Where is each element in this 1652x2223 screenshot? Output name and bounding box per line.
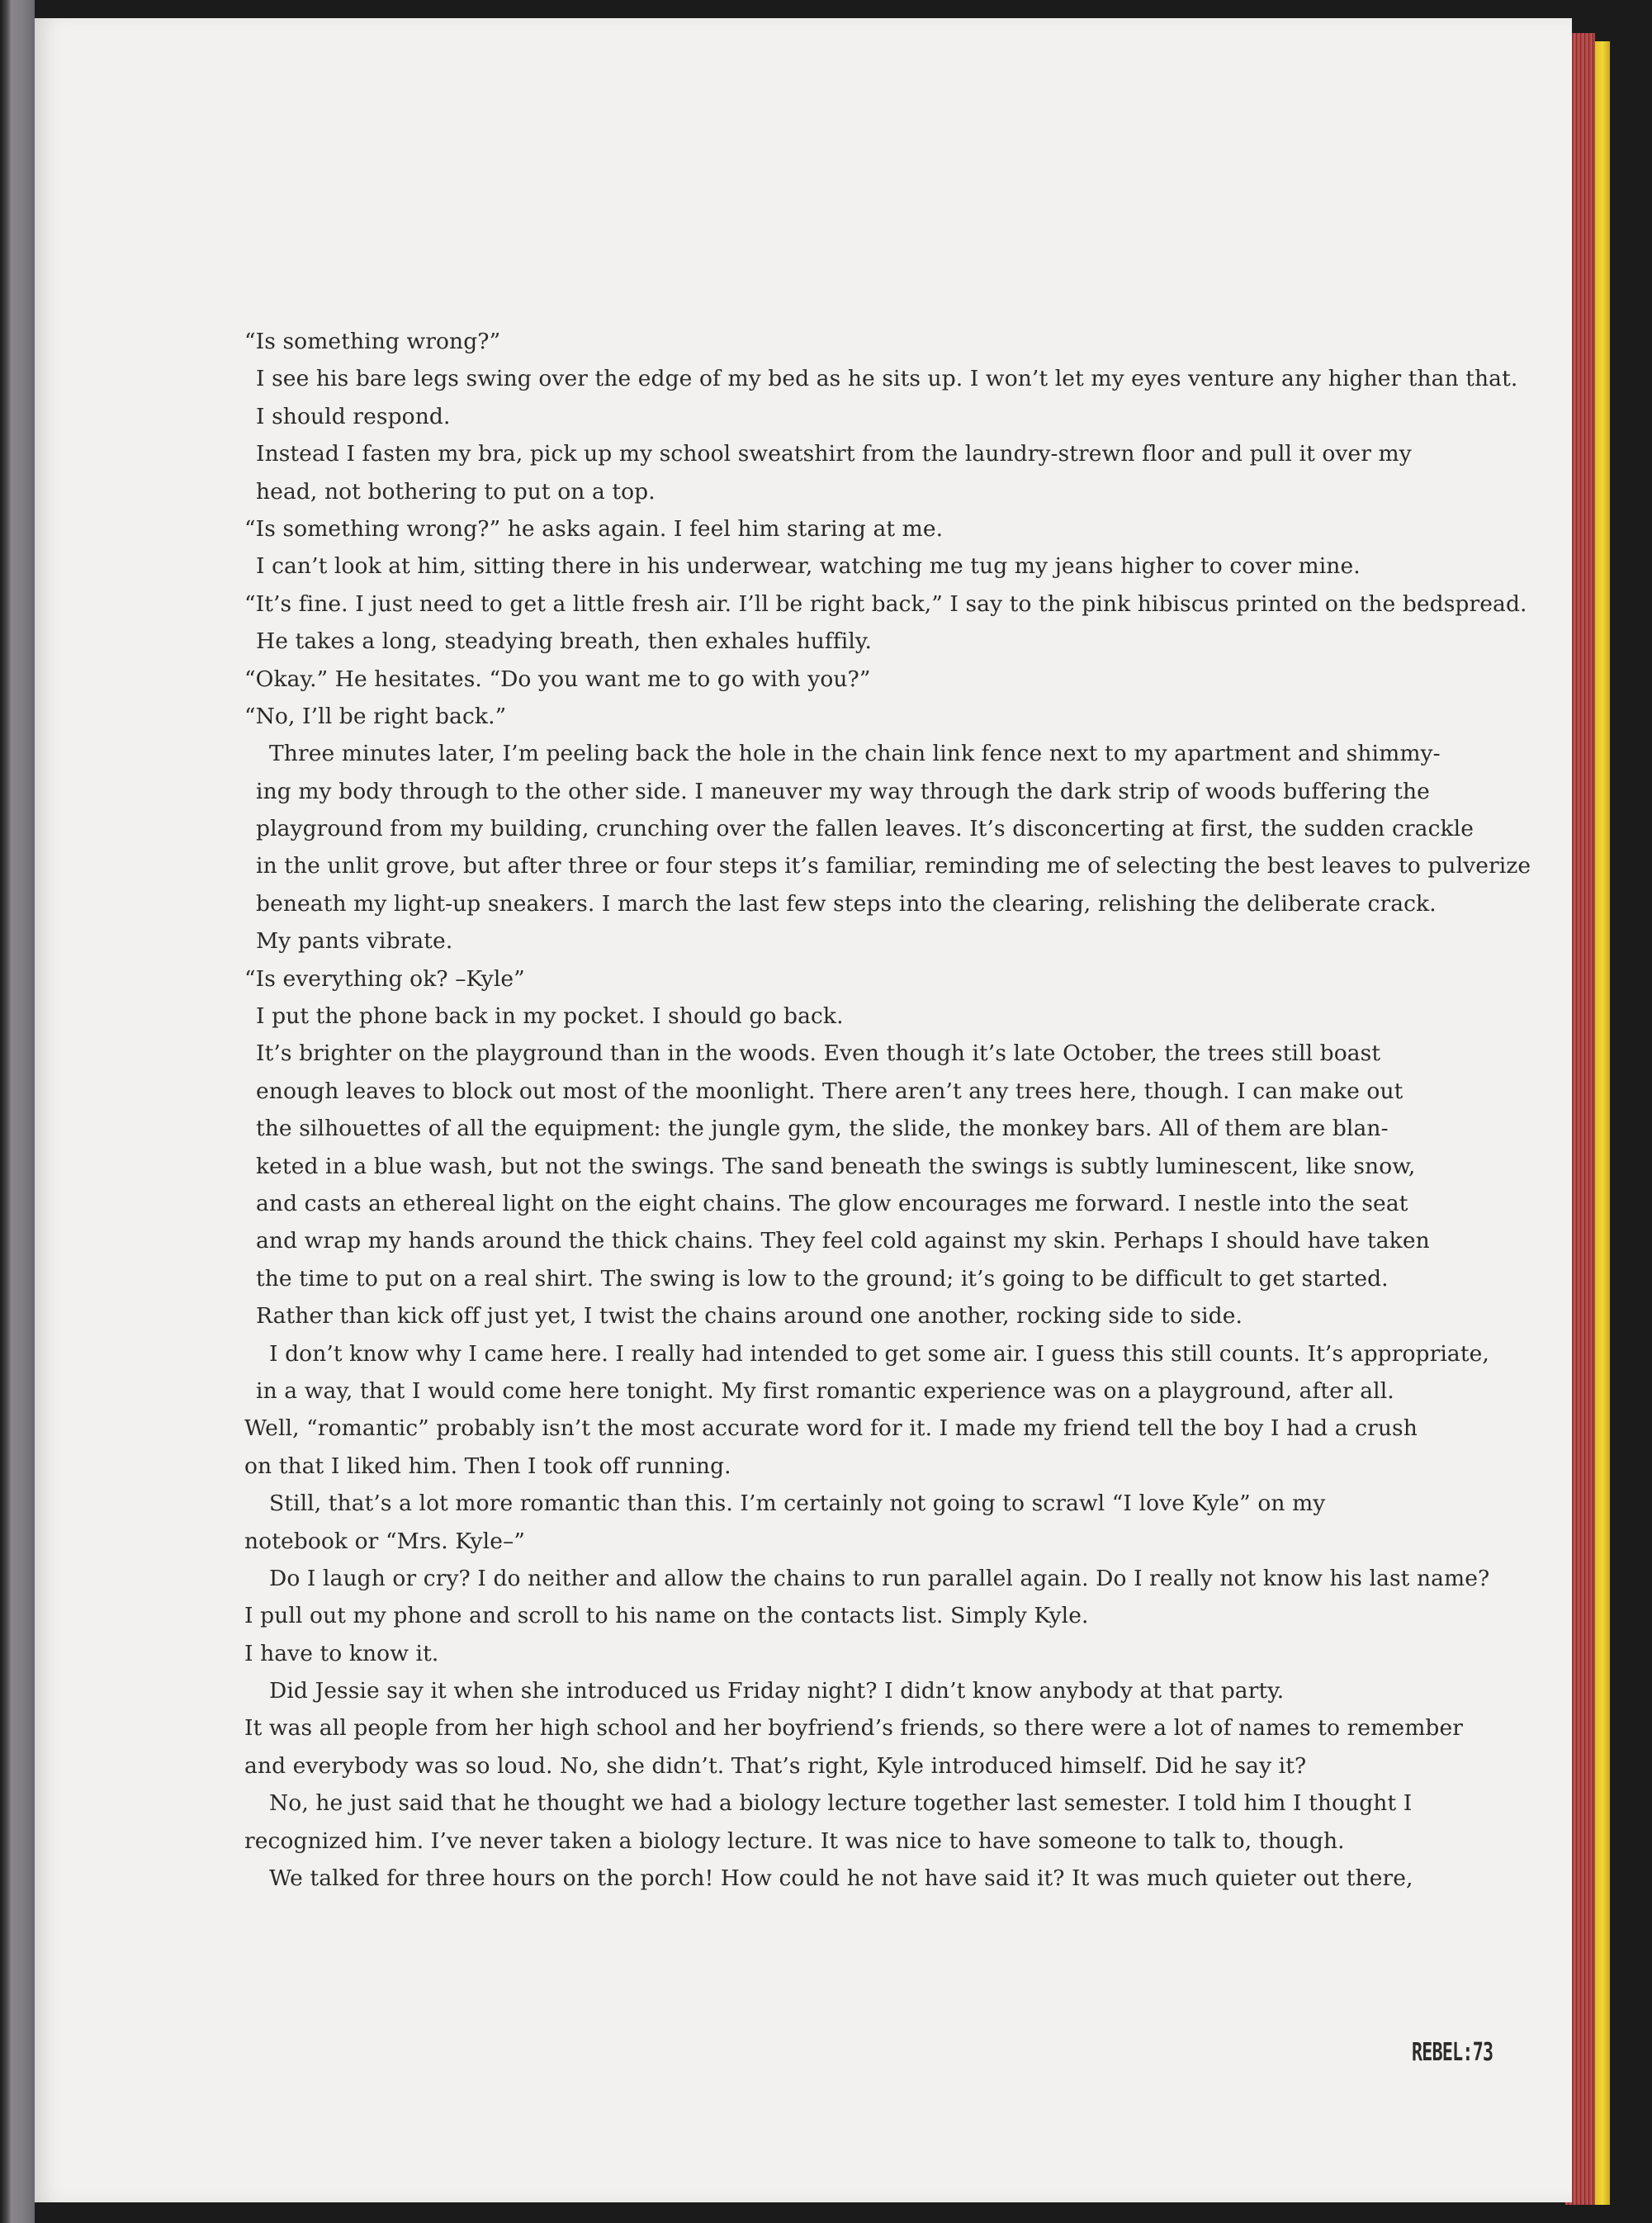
text-line: head, not bothering to put on a top. bbox=[256, 478, 656, 505]
text-line: “It’s fine. I just need to get a little fresh air. I’ll be right back,” I say to the pink hibiscus printed on the bedspread. bbox=[244, 590, 1527, 617]
text-line: We talked for three hours on the porch! How could he not have said it? It was much quieter out there, bbox=[269, 1865, 1413, 1892]
text-line: I don’t know why I came here. I really had intended to get some air. I guess this still counts. It’s appropriate, bbox=[269, 1340, 1489, 1367]
text-line: the time to put on a real shirt. The swing is low to the ground; it’s going to be difficult to get started. bbox=[256, 1265, 1389, 1292]
text-line: Rather than kick off just yet, I twist the chains around one another, rocking side to side. bbox=[256, 1303, 1243, 1330]
text-line: My pants vibrate. bbox=[256, 928, 453, 955]
text-line: Instead I fasten my bra, pick up my school sweatshirt from the laundry-strewn floor and pull it over my bbox=[256, 441, 1412, 467]
text-line: “Is something wrong?” he asks again. I feel him staring at me. bbox=[244, 515, 944, 542]
text-line: I pull out my phone and scroll to his name on the contacts list. Simply Kyle. bbox=[244, 1603, 1089, 1629]
text-line: I should respond. bbox=[256, 403, 451, 429]
text-line: and casts an ethereal light on the eight chains. The glow encourages me forward. I nestle into the seat bbox=[256, 1190, 1408, 1216]
text-line: recognized him. I’ve never taken a biology lecture. It was nice to have someone to talk to, though. bbox=[244, 1827, 1345, 1854]
text-line: ing my body through to the other side. I maneuver my way through the dark strip of woods buffering the bbox=[256, 778, 1430, 804]
text-line: the silhouettes of all the equipment: the jungle gym, the slide, the monkey bars. All of them are blan- bbox=[256, 1116, 1389, 1142]
text-line: He takes a long, steadying breath, then exhales huffily. bbox=[256, 628, 872, 655]
text-line: notebook or “Mrs. Kyle–” bbox=[244, 1528, 525, 1554]
text-line: “Okay.” He hesitates. “Do you want me to go with you?” bbox=[244, 666, 871, 692]
story-text bbox=[244, 323, 1531, 1897]
text-line: Well, “romantic” probably isn’t the most accurate word for it. I made my friend tell the boy I had a crush bbox=[244, 1415, 1418, 1442]
text-line: enough leaves to block out most of the moonlight. There aren’t any trees here, though. I can make out bbox=[256, 1078, 1403, 1104]
text-line: Still, that’s a lot more romantic than this. I’m certainly not going to scrawl “I love Kyle” on my bbox=[269, 1491, 1326, 1517]
text-line: keted in a blue wash, but not the swings. The sand beneath the swings is subtly luminescent, like snow, bbox=[256, 1153, 1416, 1179]
text-line: and wrap my hands around the thick chains. They feel cold against my skin. Perhaps I should have taken bbox=[256, 1228, 1430, 1254]
text-line: Do I laugh or cry? I do neither and allow the chains to run parallel again. Do I really not know his last name? bbox=[269, 1565, 1490, 1591]
text-line: I can’t look at him, sitting there in his underwear, watching me tug my jeans higher to cover mine. bbox=[256, 553, 1361, 580]
text-line: playground from my building, crunching over the fallen leaves. It’s disconcerting at first, the sudden crackle bbox=[256, 816, 1474, 842]
text-line: I put the phone back in my pocket. I should go back. bbox=[256, 1003, 844, 1030]
text-line: “No, I’ll be right back.” bbox=[244, 703, 507, 729]
cover-edge bbox=[1595, 41, 1610, 2205]
text-line: “Is everything ok? –Kyle” bbox=[244, 965, 525, 992]
text-line: “Is something wrong?” bbox=[244, 329, 501, 354]
text-line: beneath my light-up sneakers. I march the last few steps into the clearing, relishing the deliberate crack. bbox=[256, 890, 1437, 917]
text-line: I have to know it. bbox=[244, 1640, 439, 1666]
page-folio: REBEL:73 bbox=[1412, 2038, 1493, 2067]
text-line: in the unlit grove, but after three or four steps it’s familiar, reminding me of selecting the best leaves to pulverize bbox=[256, 853, 1531, 879]
text-line: and everybody was so loud. No, she didn’t. That’s right, Kyle introduced himself. Did he say it? bbox=[244, 1752, 1307, 1779]
text-line: It’s brighter on the playground than in the woods. Even though it’s late October, the trees still boast bbox=[256, 1040, 1381, 1067]
text-line: Three minutes later, I’m peeling back the hole in the chain link fence next to my apartment and shimmy- bbox=[269, 741, 1441, 767]
text-line: No, he just said that he thought we had a biology lecture together last semester. I told him I thought I bbox=[269, 1790, 1413, 1817]
text-line: on that I liked him. Then I took off running. bbox=[244, 1453, 731, 1479]
text-line: in a way, that I would come here tonight. My first romantic experience was on a playground, after all. bbox=[256, 1377, 1394, 1404]
text-line: It was all people from her high school and her boyfriend’s friends, so there were a lot of names to remember bbox=[244, 1715, 1464, 1742]
book-spine-left bbox=[0, 0, 35, 2223]
text-line: I see his bare legs swing over the edge of my bed as he sits up. I won’t let my eyes venture any higher than that. bbox=[256, 366, 1518, 392]
text-line: Did Jessie say it when she introduced us Friday night? I didn’t know anybody at that party. bbox=[269, 1678, 1285, 1704]
